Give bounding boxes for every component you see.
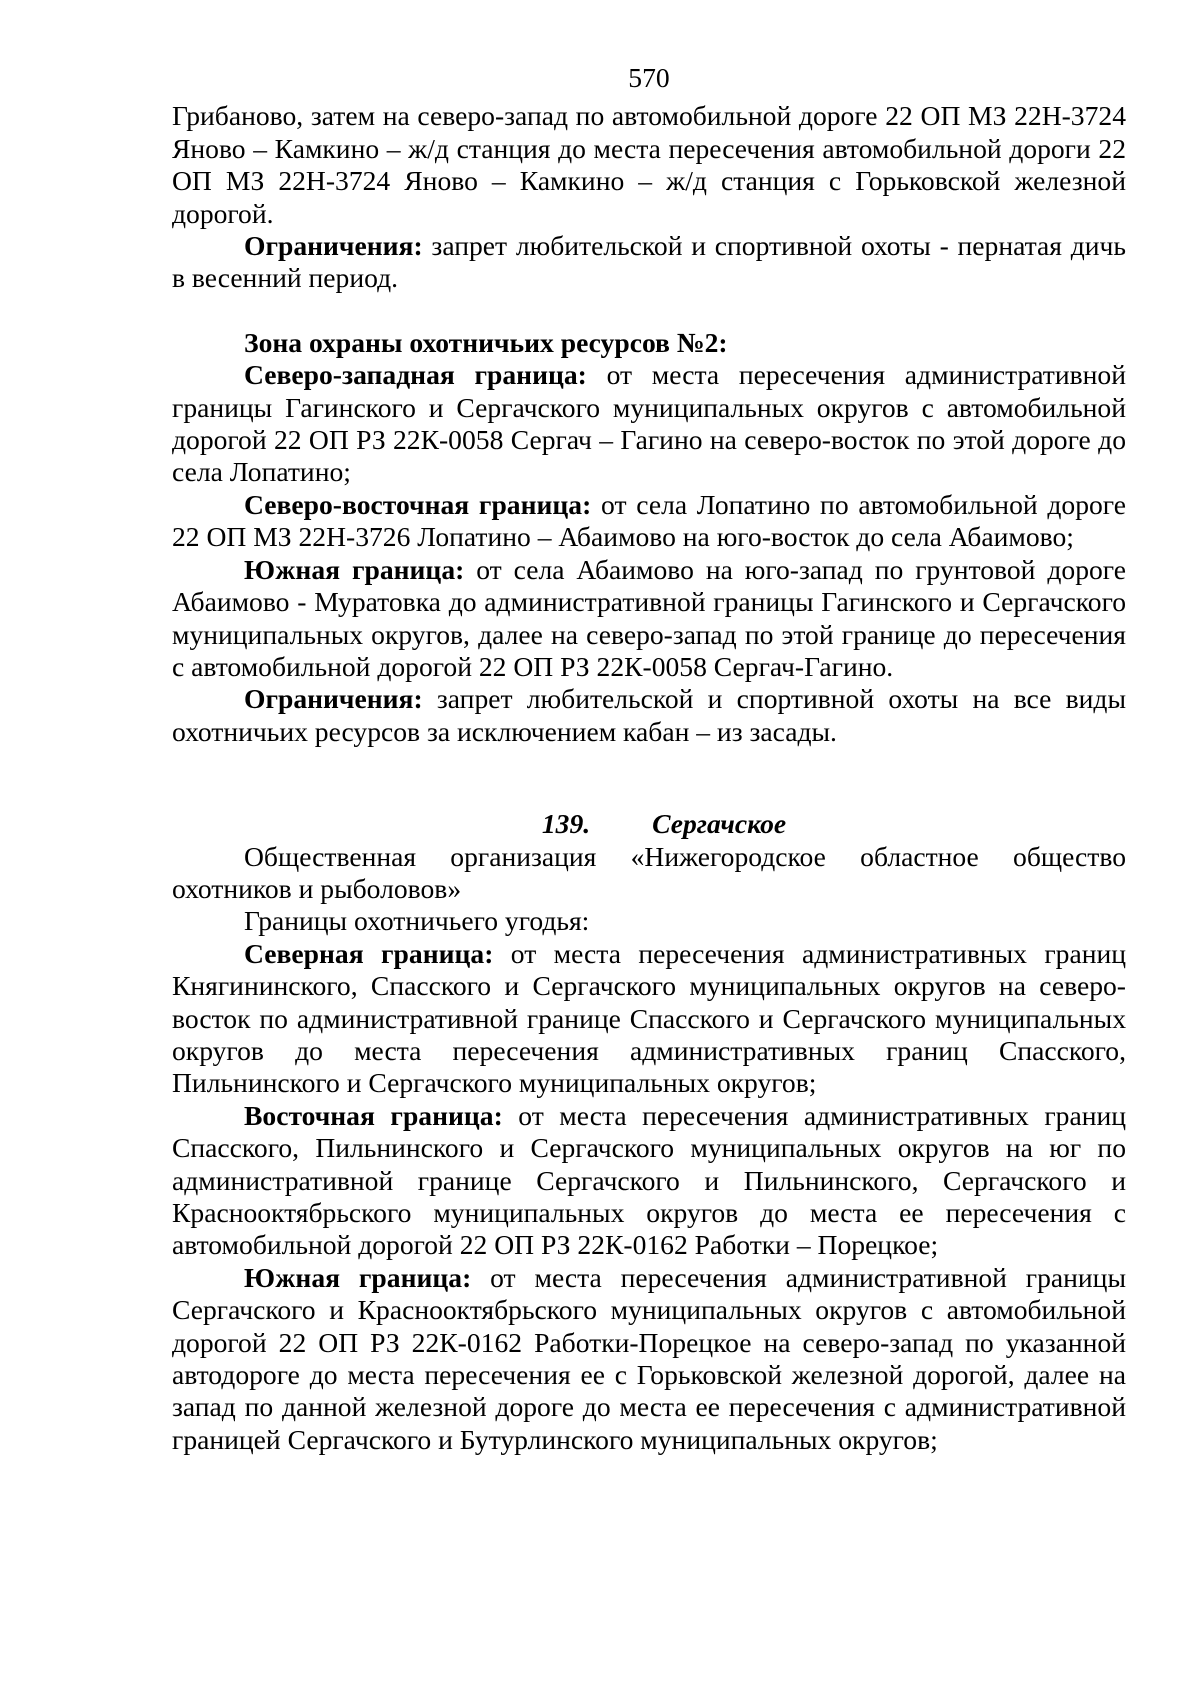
section-139-heading — [172, 808, 1126, 840]
spacer — [172, 748, 1126, 808]
section-139-south-border — [172, 1262, 1126, 1456]
northwest-border-text: от места пересечения административной границы Гагинского и Сергачского муниципальных округов с автомобильной дорогой 22 ОП РЗ 22К-0058 Сергач – Гагино на северо-восток по этой дороге до села Лопатино; — [172, 359, 1126, 488]
zone-2-south-border — [172, 554, 1126, 684]
northwest-border-label: Северо-западная граница: — [244, 359, 587, 391]
south-border-label: Южная граница: — [244, 553, 465, 585]
intro-continuation-paragraph: Грибаново, затем на северо-запад по автомобильной дороге 22 ОП МЗ 22Н-3724 Яново – Камкино – ж/д станция до места пересечения автомобильной дороги 22 ОП МЗ 22Н-3724 Яново – Камкино – ж/д станция с Горьковской железной дорогой. — [172, 100, 1126, 229]
section-139-borders-heading: Границы охотничьего угодья: — [244, 905, 590, 937]
document-page — [172, 62, 1126, 1456]
section-name: Сергачское — [652, 808, 787, 840]
east-border-text: от места пересечения административных границ Спасского, Пильнинского и Сергачского муниципальных округов на юг по административной границе Сергачского и Пильнинского, Сергачского и Краснооктябрьского муниципальных округов до места ее пересечения с автомобильной дорогой 22 ОП РЗ 22К-0162 Работки – Порецкое; — [172, 1099, 1126, 1261]
east-border-label: Восточная граница: — [244, 1099, 503, 1131]
section-139-north-border — [172, 938, 1126, 1100]
page-number: 570 — [628, 62, 670, 93]
zone-2-restrictions — [172, 683, 1126, 748]
northeast-border-text: от села Лопатино по автомобильной дороге 22 ОП МЗ 22Н-3726 Лопатино – Абаимово на юго-восток до села Абаимово; — [172, 488, 1126, 553]
zone-2-title: Зона охраны охотничьих ресурсов №2: — [244, 326, 728, 358]
north-border-text: от места пересечения административных границ Княгининского, Спасского и Сергачского муниципальных округов на северо-восток по административной границе Спасского и Сергачского муниципальных округов до места пересечения административных границ Спасского, Пильнинского и Сергачского муниципальных округов; — [172, 937, 1127, 1099]
section-139-organization: Общественная организация «Нижегородское областное общество охотников и рыболовов» — [172, 840, 1126, 904]
south-border-text: от села Абаимово на юго-запад по грунтовой дороге Абаимово - Муратовка до административной границы Гагинского и Сергачского муниципальных округов, далее на северо-запад по этой границе до пересечения с автомобильной дорогой 22 ОП РЗ 22К-0058 Сергач-Гагино. — [172, 553, 1127, 682]
restriction-text: запрет любительской и спортивной охоты на все виды охотничьих ресурсов за исключением кабан – из засады. — [172, 683, 1126, 747]
section-number: 139. — [541, 808, 591, 840]
restriction-label: Ограничения: — [244, 230, 423, 262]
section-139-east-border — [172, 1100, 1126, 1262]
zone-2-northeast-border — [172, 489, 1126, 554]
north-border-label: Северная граница: — [244, 937, 494, 969]
restriction-text: запрет любительской и спортивной охоты - пернатая дичь в весенний период. — [172, 230, 1126, 294]
spacer — [172, 295, 1126, 327]
zone-2-northwest-border — [172, 359, 1126, 489]
south-border-text: от места пересечения административной границы Сергачского и Краснооктябрьского муниципальных округов с автомобильной дорогой 22 ОП РЗ 22К-0162 Работки-Порецкое на северо-запад по указанной автодороге до места пересечения ее с Горьковской железной дорогой, далее на запад по данной железной дороге до места ее пересечения с административной границей Сергачского и Бутурлинского муниципальных округов; — [172, 1261, 1126, 1455]
intro-restriction-paragraph — [172, 230, 1126, 295]
south-border-label: Южная граница: — [244, 1261, 472, 1293]
northeast-border-label: Северо-восточная граница: — [244, 488, 592, 520]
restriction-label: Ограничения: — [244, 683, 423, 715]
